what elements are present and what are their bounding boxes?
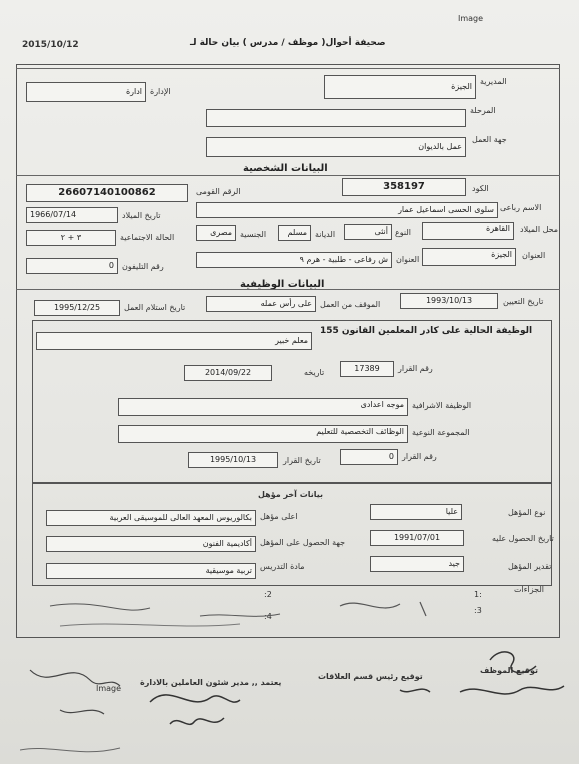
- birthplace-field: القاهرة: [422, 222, 514, 240]
- gender-field: أنثى: [344, 224, 392, 240]
- supervisory-label: الوظيفة الاشرافية: [412, 401, 472, 410]
- qualification-source-label: جهة الحصول على المؤهل: [260, 538, 346, 547]
- phone-field: 0: [26, 258, 118, 274]
- document-date: 2015/10/12: [22, 40, 79, 50]
- address-label: العنوان: [396, 255, 420, 264]
- nationality-label: الجنسية: [240, 230, 267, 239]
- current-job-label: الوظيفة الحالية على كادر المعلمين القانون 155: [320, 326, 533, 336]
- birthplace-label: محل الميلاد: [520, 225, 559, 234]
- governorate-field: الجيزة: [422, 248, 516, 266]
- workplace-label: جهة العمل: [472, 135, 507, 144]
- obtained-date-field: 1991/07/01: [370, 530, 464, 546]
- penalty-3: :3: [474, 606, 482, 615]
- affairs-head-signature-label: توقيع رئيس قسم العلاقات: [318, 672, 423, 681]
- work-status-field: على رأس عمله: [206, 296, 316, 312]
- decision2-date-label: تاريخ القرار: [283, 456, 321, 465]
- current-job-field: معلم خبير: [36, 332, 312, 350]
- code-label: الكود: [472, 184, 489, 193]
- penalty-2: :2: [264, 590, 272, 599]
- quality-group-label: المجموعة النوعية: [412, 428, 470, 437]
- subject-label: مادة التدريس: [260, 562, 305, 571]
- penalty-1: 1:: [474, 590, 482, 599]
- marital-field: ٣ + ٢: [26, 230, 116, 246]
- decision-no-field: 17389: [340, 361, 394, 377]
- qualification-section-title: بيانات آخر مؤهل: [258, 490, 324, 499]
- footer-image-label: Image: [96, 684, 122, 693]
- department-label: الإدارة: [150, 87, 171, 96]
- image-label: Image: [458, 14, 484, 23]
- staff-signature-label: توقيع الموظف: [480, 666, 538, 675]
- stage-field: [206, 109, 466, 127]
- director-signature-label: يعتمد ,, مدير شئون العاملين بالادارة: [140, 678, 282, 687]
- national-id-field: 26607140100862: [26, 184, 188, 202]
- quality-group-field: الوظائف التخصصية للتعليم: [118, 425, 408, 443]
- document-title: صحيفة أحوال( موظف / مدرس ) بيان حالة لـ: [190, 38, 386, 48]
- qualification-type-label: نوع المؤهل: [508, 508, 546, 517]
- work-status-label: الموقف من العمل: [320, 300, 381, 309]
- decision2-no-label: رقم القرار: [402, 452, 437, 461]
- name-label: الاسم رباعى: [500, 203, 542, 212]
- decision-no-label: رقم القرار: [398, 364, 433, 373]
- grade-label: تقدير المؤهل: [508, 562, 552, 571]
- obtained-date-label: تاريخ الحصول عليه: [492, 534, 554, 543]
- start-work-field: 1995/12/25: [34, 300, 120, 316]
- highest-qualification-field: بكالوريوس المعهد العالى للموسيقى العربية: [46, 510, 256, 526]
- penalties-label: الجزاءات: [514, 585, 544, 594]
- address-field: ش رفاعى - طلبية - هرم ٩: [196, 252, 392, 268]
- phone-label: رقم التليفون: [122, 262, 164, 271]
- decision-date-field: 2014/09/22: [184, 365, 272, 381]
- birth-date-label: تاريخ الميلاد: [122, 211, 161, 220]
- handwritten-signatures: [20, 640, 579, 764]
- highest-qualification-label: اعلى مؤهل: [260, 512, 298, 521]
- personal-section-title: البيانات الشخصية: [243, 163, 328, 174]
- subject-field: تربية موسيقية: [46, 563, 256, 579]
- gender-label: النوع: [395, 228, 411, 237]
- national-id-label: الرقم القومى: [196, 187, 241, 196]
- code-field: 358197: [342, 178, 466, 196]
- penalty-4: :4: [264, 612, 272, 621]
- marital-label: الحالة الاجتماعية: [120, 233, 175, 242]
- appointment-field: 1993/10/13: [400, 293, 498, 309]
- decision-date-label: تاريخه: [304, 368, 325, 377]
- decision2-no-field: 0: [340, 449, 398, 465]
- qualification-source-field: أكاديمية الفنون: [46, 536, 256, 552]
- workplace-field: عمل بالديوان: [206, 137, 466, 157]
- stage-label: المرحلة: [470, 106, 496, 115]
- decision2-date-field: 1995/10/13: [188, 452, 278, 468]
- governorate-label: العنوان: [522, 251, 546, 260]
- religion-label: الديانة: [315, 230, 336, 239]
- name-field: سلوى الحسى اسماعيل عمار: [196, 202, 498, 218]
- supervisory-field: موجه اعدادى: [118, 398, 408, 416]
- grade-field: جيد: [370, 556, 464, 572]
- appointment-label: تاريخ التعيين: [503, 297, 544, 306]
- start-work-label: تاريخ استلام العمل: [124, 303, 186, 312]
- penalties-scribble: [40, 586, 460, 636]
- directorate-label: المديرية: [480, 77, 507, 86]
- directorate-field: الجيزة: [324, 75, 476, 99]
- department-field: ادارة: [26, 82, 146, 102]
- religion-field: مسلم: [278, 225, 311, 241]
- nationality-field: مصرى: [196, 225, 236, 241]
- job-section-title: البيانات الوظيفية: [240, 279, 325, 290]
- qualification-type-field: عليا: [370, 504, 462, 520]
- birth-date-field: 1966/07/14: [26, 207, 118, 223]
